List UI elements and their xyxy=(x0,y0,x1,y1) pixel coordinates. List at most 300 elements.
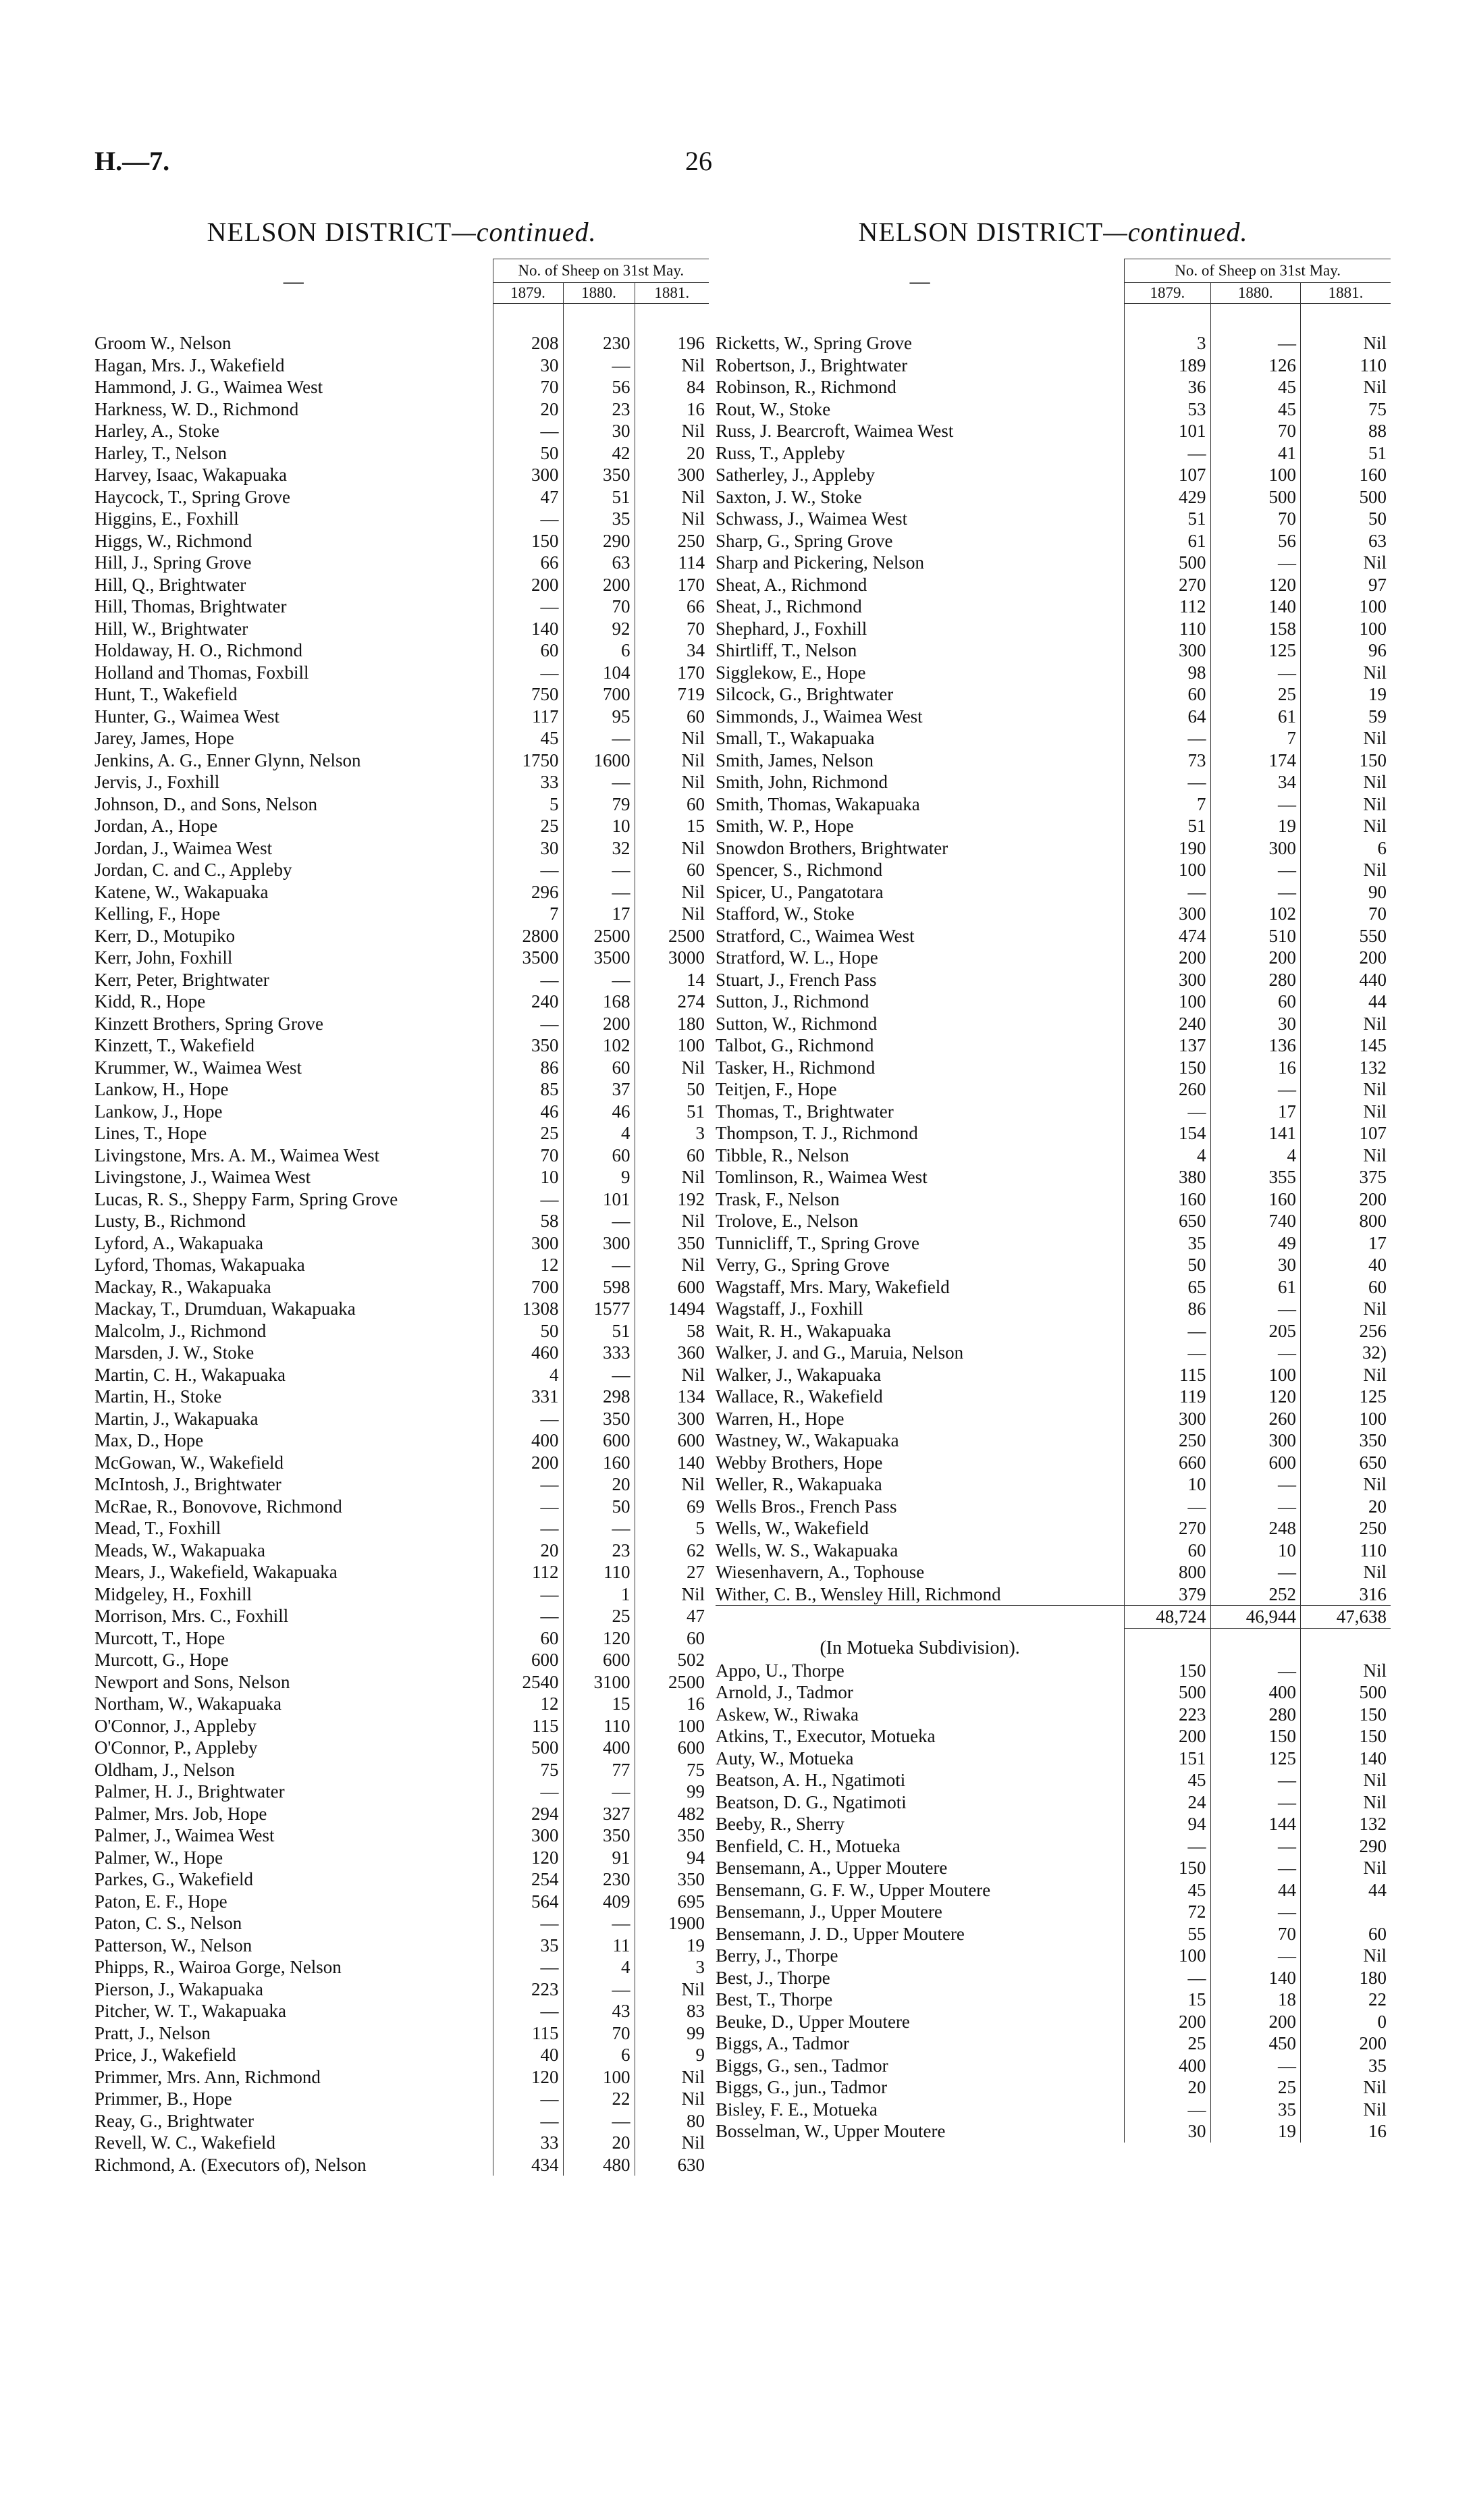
sheep-count-1880: 45 xyxy=(1210,376,1300,398)
spacer-cell xyxy=(493,304,563,333)
table-row xyxy=(95,1254,709,1276)
sheep-count-1879: 379 xyxy=(1125,1583,1210,1606)
sheep-count-1879: 66 xyxy=(493,552,563,574)
owner-name: Marsden, J. W., Stoke xyxy=(95,1342,254,1363)
owner-name: O'Connor, J., Appleby xyxy=(95,1715,257,1736)
sheep-count-1879: 150 xyxy=(1125,1660,1210,1682)
sheep-count-1879: 5 xyxy=(493,793,563,816)
right-group-header: No. of Sheep on 31st May. xyxy=(1125,259,1391,283)
table-row xyxy=(716,1813,1391,1835)
owner-name: Robertson, J., Brightwater xyxy=(716,355,908,375)
sheep-count-1881: Nil xyxy=(635,1583,709,1606)
table-row xyxy=(716,639,1391,662)
table-row xyxy=(716,332,1391,355)
sheep-count-1880: 77 xyxy=(563,1759,635,1781)
sheep-count-1879: 51 xyxy=(1125,508,1210,530)
sheep-count-1881: 100 xyxy=(1301,618,1391,640)
sheep-count-1879: 223 xyxy=(1125,1704,1210,1726)
sheep-count-1879: 800 xyxy=(1125,1561,1210,1583)
owner-name: Smith, John, Richmond xyxy=(716,772,888,792)
sheep-count-1879: 30 xyxy=(493,355,563,377)
sheep-count-1881: 500 xyxy=(1301,1681,1391,1704)
sheep-count-1879: 660 xyxy=(1125,1452,1210,1474)
sheep-count-1880: 100 xyxy=(563,2066,635,2089)
table-row xyxy=(716,1408,1391,1430)
owner-name: Jervis, J., Foxhill xyxy=(95,772,220,792)
sheep-count-1879: 15 xyxy=(1125,1989,1210,2011)
owner-name: Best, T., Thorpe xyxy=(716,1989,833,2010)
sheep-count-1879: 50 xyxy=(493,442,563,465)
table-row xyxy=(716,1145,1391,1167)
sheep-count-1881: 19 xyxy=(635,1935,709,1957)
sheep-count-1880: 17 xyxy=(563,903,635,925)
table-row xyxy=(95,1561,709,1583)
sheep-count-1880: 63 xyxy=(563,552,635,574)
table-row xyxy=(95,1737,709,1759)
owner-name: Hill, W., Brightwater xyxy=(95,618,248,639)
owner-name: Kerr, D., Motupiko xyxy=(95,925,236,946)
sheep-count-1879: — xyxy=(493,1473,563,1496)
sheep-count-1879: 150 xyxy=(1125,1857,1210,1879)
sheep-count-1881: 3 xyxy=(635,1956,709,1978)
sheep-count-1880: 70 xyxy=(1210,508,1300,530)
sheep-count-1880: — xyxy=(563,881,635,903)
owner-name: Paton, C. S., Nelson xyxy=(95,1913,242,1933)
table-row xyxy=(716,2011,1391,2033)
owner-name: Oldham, J., Nelson xyxy=(95,1759,235,1780)
table-row xyxy=(95,706,709,728)
right-year-1880: 1880. xyxy=(1210,283,1300,304)
sheep-count-1879: 240 xyxy=(493,991,563,1013)
sheep-count-1881: Nil xyxy=(635,1364,709,1386)
table-row xyxy=(716,398,1391,421)
left-table-body xyxy=(95,304,709,2176)
sheep-count-1881: Nil xyxy=(635,2066,709,2089)
sheep-count-1879: 208 xyxy=(493,332,563,355)
sheep-count-1879: 12 xyxy=(493,1693,563,1715)
sheep-count-1881: 60 xyxy=(1301,1276,1391,1298)
owner-name: Satherley, J., Appleby xyxy=(716,465,875,485)
table-row xyxy=(716,1660,1391,1682)
sheep-count-1879: 58 xyxy=(493,1210,563,1232)
sheep-count-1879: 60 xyxy=(1125,1540,1210,1562)
sheep-count-1880: 290 xyxy=(563,530,635,552)
owner-name: Northam, W., Wakapuaka xyxy=(95,1694,282,1714)
sheep-count-1880: 60 xyxy=(563,1057,635,1079)
right-district-title xyxy=(716,216,1391,248)
sheep-count-1881: Nil xyxy=(635,2088,709,2110)
sheep-count-1879: 100 xyxy=(1125,1945,1210,1967)
owner-name: Lankow, J., Hope xyxy=(95,1101,223,1122)
sheep-count-1881: 47 xyxy=(635,1605,709,1627)
sheep-count-1880: — xyxy=(1210,1945,1300,1967)
table-row xyxy=(716,420,1391,442)
sheep-count-1881: 16 xyxy=(635,1693,709,1715)
table-row xyxy=(95,2110,709,2132)
owner-name: Jenkins, A. G., Enner Glynn, Nelson xyxy=(95,750,361,770)
sheep-count-1880: — xyxy=(563,727,635,750)
sheep-count-1880: 20 xyxy=(563,2132,635,2154)
sheep-count-1879: — xyxy=(1125,442,1210,465)
table-row xyxy=(95,639,709,662)
table-row xyxy=(95,947,709,969)
sheep-count-1879: 250 xyxy=(1125,1429,1210,1452)
sheep-count-1881: 0 xyxy=(1301,2011,1391,2033)
sheep-count-1880: 230 xyxy=(563,1868,635,1891)
table-row xyxy=(95,2132,709,2154)
sheep-count-1881: 51 xyxy=(1301,442,1391,465)
table-row xyxy=(95,1057,709,1079)
sheep-count-1879: 112 xyxy=(493,1561,563,1583)
owner-name: Johnson, D., and Sons, Nelson xyxy=(95,793,318,814)
left-title-suffix: —continued. xyxy=(452,217,597,247)
table-row xyxy=(716,1748,1391,1770)
table-row xyxy=(716,1276,1391,1298)
sheep-count-1880: 60 xyxy=(1210,991,1300,1013)
sheep-count-1880: — xyxy=(1210,1342,1300,1364)
table-row xyxy=(716,1901,1391,1923)
sheep-count-1879: 270 xyxy=(1125,1517,1210,1540)
sheep-count-1881: 110 xyxy=(1301,355,1391,377)
sheep-count-1879: — xyxy=(493,1408,563,1430)
sheep-count-1881: 35 xyxy=(1301,2055,1391,2077)
left-year-1881: 1881. xyxy=(635,283,709,304)
subdivision-spacer xyxy=(1210,1628,1300,1660)
sheep-count-1879: 650 xyxy=(1125,1210,1210,1232)
sheep-count-1879: — xyxy=(493,1912,563,1935)
owner-name: Stratford, C., Waimea West xyxy=(716,925,915,946)
owner-name: O'Connor, P., Appleby xyxy=(95,1737,258,1758)
owner-name: Patterson, W., Nelson xyxy=(95,1935,252,1955)
owner-name: Holland and Thomas, Foxbill xyxy=(95,662,309,683)
sheep-count-1879: — xyxy=(493,1781,563,1803)
sheep-count-1881: Nil xyxy=(1301,1945,1391,1967)
sheep-count-1879: — xyxy=(493,859,563,881)
sheep-count-1880: 41 xyxy=(1210,442,1300,465)
sheep-count-1881: Nil xyxy=(635,771,709,793)
table-row xyxy=(716,574,1391,596)
sheep-count-1879: 3500 xyxy=(493,947,563,969)
sheep-count-1879: 86 xyxy=(1125,1298,1210,1320)
sheep-count-1879: 154 xyxy=(1125,1122,1210,1145)
sheep-count-1881: 200 xyxy=(1301,1188,1391,1211)
table-row xyxy=(95,881,709,903)
sheep-count-1879: 350 xyxy=(493,1034,563,1057)
sheep-count-1879: — xyxy=(493,1605,563,1627)
table-row xyxy=(95,837,709,860)
table-row xyxy=(716,1320,1391,1342)
owner-name: Hill, Q., Brightwater xyxy=(95,574,246,595)
sheep-count-1881: 20 xyxy=(635,442,709,465)
sheep-count-1879: 296 xyxy=(493,881,563,903)
sheep-count-1880: 327 xyxy=(563,1803,635,1825)
table-row xyxy=(716,969,1391,991)
sheep-count-1881: 83 xyxy=(635,2000,709,2022)
totals-row xyxy=(716,1606,1391,1629)
table-row xyxy=(716,1583,1391,1606)
table-row xyxy=(95,1473,709,1496)
table-row xyxy=(95,750,709,772)
owner-name: Mackay, T., Drumduan, Wakapuaka xyxy=(95,1298,356,1319)
table-row xyxy=(95,727,709,750)
sheep-count-1879: 36 xyxy=(1125,376,1210,398)
sheep-count-1879: 20 xyxy=(493,398,563,421)
sheep-count-1880: 350 xyxy=(563,464,635,486)
sheep-count-1881: Nil xyxy=(1301,727,1391,750)
table-row xyxy=(716,1386,1391,1408)
table-row xyxy=(95,1188,709,1211)
sheep-count-1881: 44 xyxy=(1301,991,1391,1013)
owner-name: Palmer, W., Hope xyxy=(95,1847,223,1868)
sheep-count-1879: — xyxy=(1125,881,1210,903)
table-row xyxy=(95,1166,709,1188)
sheep-count-1880: — xyxy=(1210,552,1300,574)
owner-name: Beatson, A. H., Ngatimoti xyxy=(716,1770,906,1790)
sheep-count-1880: — xyxy=(1210,1298,1300,1320)
sheep-count-1880: 200 xyxy=(1210,2011,1300,2033)
table-row xyxy=(95,1781,709,1803)
sheep-count-1880: 140 xyxy=(1210,1967,1300,1989)
table-row xyxy=(95,1891,709,1913)
sheep-count-1880: 10 xyxy=(1210,1540,1300,1562)
owner-name: Livingstone, Mrs. A. M., Waimea West xyxy=(95,1145,380,1165)
owner-name: Palmer, J., Waimea West xyxy=(95,1825,275,1845)
owner-name: Mead, T., Foxhill xyxy=(95,1518,221,1538)
table-row xyxy=(95,903,709,925)
owner-name: Krummer, W., Waimea West xyxy=(95,1057,302,1078)
subdivision-spacer xyxy=(1125,1628,1210,1660)
sheep-count-1881: 75 xyxy=(635,1759,709,1781)
sheep-count-1879: 200 xyxy=(493,1452,563,1474)
owner-name: Parkes, G., Wakefield xyxy=(95,1869,254,1889)
sheep-count-1880: 92 xyxy=(563,618,635,640)
sheep-count-1881: Nil xyxy=(635,508,709,530)
sheep-count-1880: 450 xyxy=(1210,2032,1300,2055)
sheep-count-1879: 45 xyxy=(1125,1879,1210,1901)
sheep-count-1881: Nil xyxy=(1301,1473,1391,1496)
sheep-count-1880: — xyxy=(563,859,635,881)
right-column xyxy=(716,216,1391,2143)
sheep-count-1881: 16 xyxy=(635,398,709,421)
spacer-cell xyxy=(635,304,709,333)
sheep-count-1880: 6 xyxy=(563,2044,635,2066)
sheep-count-1881: Nil xyxy=(1301,1660,1391,1682)
sheep-count-1879: 137 xyxy=(1125,1034,1210,1057)
sheep-count-1881: 62 xyxy=(635,1540,709,1562)
sheep-count-1880: 144 xyxy=(1210,1813,1300,1835)
sheep-count-1881: 32) xyxy=(1301,1342,1391,1364)
table-row xyxy=(95,1429,709,1452)
sheep-count-1880: 125 xyxy=(1210,639,1300,662)
spacer-row xyxy=(716,304,1391,333)
sheep-count-1880: 42 xyxy=(563,442,635,465)
sheep-count-1880: — xyxy=(563,1978,635,2001)
table-row xyxy=(95,552,709,574)
owner-name: Kerr, John, Foxhill xyxy=(95,947,233,968)
owner-name: Bosselman, W., Upper Moutere xyxy=(716,2121,946,2141)
sheep-count-1881: 134 xyxy=(635,1386,709,1408)
owner-name: Sheat, A., Richmond xyxy=(716,574,867,595)
table-row xyxy=(716,1967,1391,1989)
owner-name: Kinzett, T., Wakefield xyxy=(95,1035,255,1055)
table-row xyxy=(95,1956,709,1978)
sheep-count-1879: 115 xyxy=(1125,1364,1210,1386)
owner-name: Lines, T., Hope xyxy=(95,1123,207,1143)
owner-name: Groom W., Nelson xyxy=(95,333,232,353)
sheep-count-1880: 2500 xyxy=(563,925,635,947)
sheep-count-1881: 440 xyxy=(1301,969,1391,991)
sheep-count-1880: 25 xyxy=(563,1605,635,1627)
sheep-count-1880: 400 xyxy=(1210,1681,1300,1704)
sheep-count-1881: 2500 xyxy=(635,925,709,947)
table-row xyxy=(716,837,1391,860)
sheep-count-1879: 460 xyxy=(493,1342,563,1364)
sheep-count-1879: 112 xyxy=(1125,596,1210,618)
owner-name: Smith, Thomas, Wakapuaka xyxy=(716,793,920,814)
sheep-count-1881: 132 xyxy=(1301,1813,1391,1835)
sheep-count-1881: 350 xyxy=(635,1232,709,1255)
table-row xyxy=(95,1122,709,1145)
owner-name: Wells Bros., French Pass xyxy=(716,1496,897,1517)
owner-name: Phipps, R., Wairoa Gorge, Nelson xyxy=(95,1957,342,1977)
owner-name: Morrison, Mrs. C., Foxhill xyxy=(95,1606,289,1626)
sheep-count-1879: 380 xyxy=(1125,1166,1210,1188)
table-row xyxy=(716,1769,1391,1791)
table-row xyxy=(716,530,1391,552)
sheep-count-1879: 240 xyxy=(1125,1013,1210,1035)
table-row xyxy=(95,1145,709,1167)
sheep-count-1880: 6 xyxy=(563,639,635,662)
owner-name: Arnold, J., Tadmor xyxy=(716,1682,853,1702)
sheep-count-1880: 136 xyxy=(1210,1034,1300,1057)
sheep-count-1880: 17 xyxy=(1210,1101,1300,1123)
sheep-count-1881: Nil xyxy=(1301,2076,1391,2099)
sheep-count-1881: 125 xyxy=(1301,1386,1391,1408)
sheep-count-1881: 107 xyxy=(1301,1122,1391,1145)
sheep-count-1880: — xyxy=(563,1254,635,1276)
sheep-count-1879: — xyxy=(493,1188,563,1211)
sheep-count-1881: 375 xyxy=(1301,1166,1391,1188)
sheep-count-1879: — xyxy=(493,662,563,684)
owner-name: Verry, G., Spring Grove xyxy=(716,1255,890,1275)
sheep-count-1879: 7 xyxy=(493,903,563,925)
sheep-count-1879: 53 xyxy=(1125,398,1210,421)
sheep-count-1881: 114 xyxy=(635,552,709,574)
sheep-count-1881: 500 xyxy=(1301,486,1391,508)
sheep-count-1881: Nil xyxy=(635,837,709,860)
sheep-count-1881: 50 xyxy=(635,1078,709,1101)
sheep-count-1881: Nil xyxy=(635,1057,709,1079)
owner-name: Martin, H., Stoke xyxy=(95,1386,222,1407)
sheep-count-1880: — xyxy=(1210,1901,1300,1923)
sheep-count-1879: 189 xyxy=(1125,355,1210,377)
sheep-count-1879: 20 xyxy=(1125,2076,1210,2099)
table-row xyxy=(716,1540,1391,1562)
table-row xyxy=(95,332,709,355)
sheep-count-1881: 132 xyxy=(1301,1057,1391,1079)
sheep-count-1881: 66 xyxy=(635,596,709,618)
table-row xyxy=(95,1935,709,1957)
table-row xyxy=(95,376,709,398)
owner-name: Shirtliff, T., Nelson xyxy=(716,640,857,660)
sheep-count-1881: 482 xyxy=(635,1803,709,1825)
owner-name: Beeby, R., Sherry xyxy=(716,1814,844,1834)
owner-name: Spicer, U., Pangatotara xyxy=(716,881,884,902)
table-row xyxy=(716,1429,1391,1452)
sheep-count-1881: 360 xyxy=(635,1342,709,1364)
owner-name: Bensemann, J. D., Upper Moutere xyxy=(716,1923,965,1944)
sheep-count-1879: 2800 xyxy=(493,925,563,947)
owner-name: McIntosh, J., Brightwater xyxy=(95,1474,281,1494)
sheep-count-1881: Nil xyxy=(635,881,709,903)
table-row xyxy=(716,1681,1391,1704)
left-year-1879: 1879. xyxy=(493,283,563,304)
owner-name: Katene, W., Wakapuaka xyxy=(95,881,269,902)
sheep-count-1881: Nil xyxy=(1301,793,1391,816)
sheep-count-1879: — xyxy=(493,420,563,442)
table-row xyxy=(95,1320,709,1342)
owner-name: Lusty, B., Richmond xyxy=(95,1211,246,1231)
sheep-count-1880: 300 xyxy=(1210,1429,1300,1452)
owner-name: Pratt, J., Nelson xyxy=(95,2022,211,2043)
table-row xyxy=(95,1034,709,1057)
owner-name: Pierson, J., Wakapuaka xyxy=(95,1978,264,1999)
table-row xyxy=(95,815,709,837)
sheep-count-1880: 700 xyxy=(563,683,635,706)
table-row xyxy=(95,1386,709,1408)
sheep-count-1879: 151 xyxy=(1125,1748,1210,1770)
sheep-count-1879: 107 xyxy=(1125,464,1210,486)
sheep-count-1881: 27 xyxy=(635,1561,709,1583)
table-row xyxy=(716,1122,1391,1145)
sheep-count-1879: 98 xyxy=(1125,662,1210,684)
sheep-count-1881: 2500 xyxy=(635,1671,709,1694)
sheep-count-1881: 70 xyxy=(635,618,709,640)
sheep-count-1880: 200 xyxy=(563,574,635,596)
owner-name: McGowan, W., Wakefield xyxy=(95,1452,284,1473)
owner-name: Jarey, James, Hope xyxy=(95,728,234,748)
sheep-count-1881: 1494 xyxy=(635,1298,709,1320)
sheep-count-1879: — xyxy=(493,596,563,618)
sheep-count-1879: — xyxy=(493,1496,563,1518)
table-row xyxy=(716,903,1391,925)
owner-name: Palmer, Mrs. Job, Hope xyxy=(95,1803,267,1824)
table-row xyxy=(95,2088,709,2110)
sheep-count-1881: 100 xyxy=(635,1034,709,1057)
sheep-count-1879: — xyxy=(493,2088,563,2110)
sheep-count-1879: 46 xyxy=(493,1101,563,1123)
sheep-count-1881: 14 xyxy=(635,969,709,991)
sheep-count-1881: 6 xyxy=(1301,837,1391,860)
owner-name: Newport and Sons, Nelson xyxy=(95,1671,290,1692)
sheep-count-1881: 60 xyxy=(635,706,709,728)
sheep-count-1880: — xyxy=(1210,1791,1300,1814)
owner-name: Murcott, T., Hope xyxy=(95,1627,225,1648)
sheep-count-1881: 200 xyxy=(1301,947,1391,969)
sheep-count-1880: 4 xyxy=(563,1956,635,1978)
sheep-count-1881: 97 xyxy=(1301,574,1391,596)
sheep-count-1880: 11 xyxy=(563,1935,635,1957)
sheep-count-1880: 4 xyxy=(563,1122,635,1145)
sheep-count-1880: 409 xyxy=(563,1891,635,1913)
spacer-row xyxy=(95,304,709,333)
sheep-count-1879: 120 xyxy=(493,1847,563,1869)
sheep-count-1879: — xyxy=(493,1583,563,1606)
sheep-count-1879: — xyxy=(1125,1320,1210,1342)
sheep-count-1879: 140 xyxy=(493,618,563,640)
sheep-count-1880: — xyxy=(563,1781,635,1803)
sheep-count-1881: Nil xyxy=(635,750,709,772)
